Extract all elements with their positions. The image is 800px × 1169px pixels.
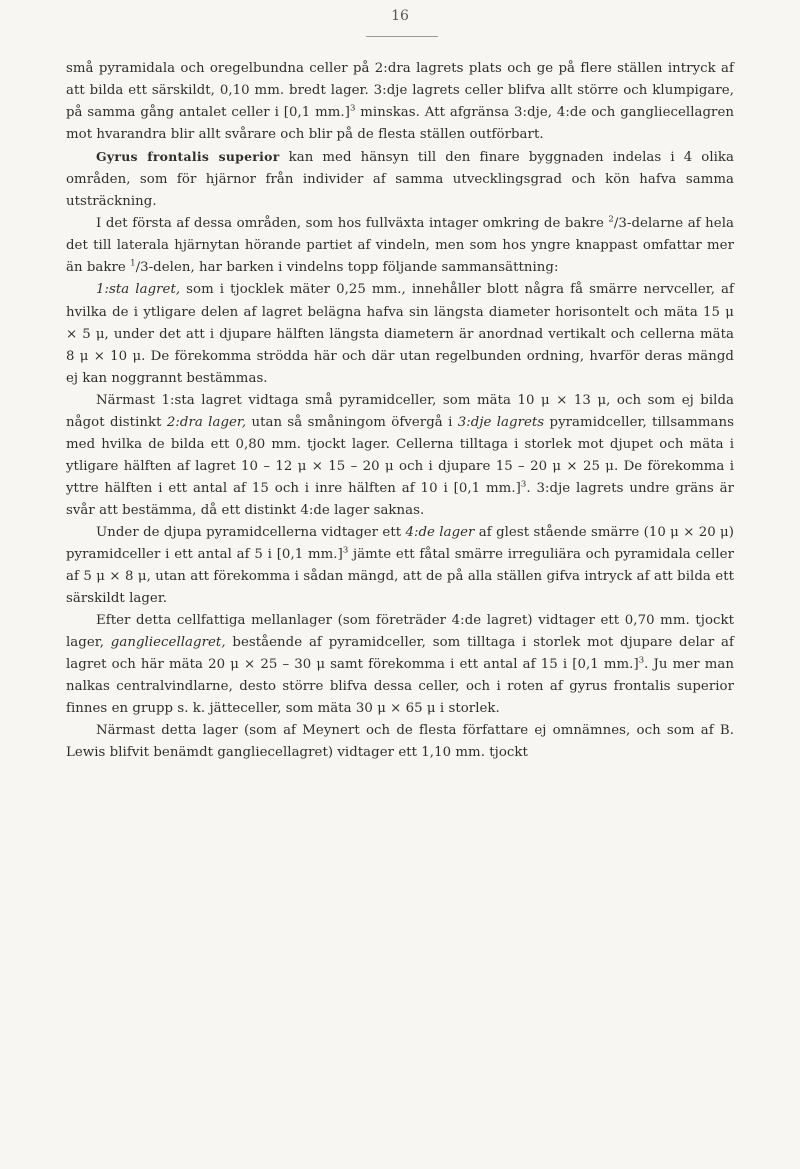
text-run: 1 (130, 259, 136, 269)
text-run: 3:dje lagrets (457, 414, 545, 430)
paragraph (66, 279, 734, 389)
paragraph (66, 58, 734, 146)
text-run: kan med hänsyn till den finare byggnaden indelas i 4 olika områden, som för hjärnor från individer af samma utvecklingsgrad och kön hafva samma utsträckning. (66, 150, 735, 210)
text-run: Närmast detta lager (som af Meynert och de flesta författare ej omnämnes, och som af B. Lewis blifvit benämdt gangliecellagret) vidtager ett 1,10 mm. tjockt (66, 723, 734, 761)
text-run: I det första af dessa områden, som hos fullväxta intager omkring de bakre (96, 216, 609, 232)
text-run: små pyramidala och oregelbundna celler på 2:dra lagrets plats och ge på flere ställen intryck af att bilda ett särskildt, 0,10 mm. bredt lager. 3:dje lagrets celler blifva allt större och klumpigare, på samma gång antalet celler i [0,1 mm.] (66, 61, 734, 121)
body-text (66, 58, 734, 765)
text-run: . 3:dje lagrets undre gräns är svår att bestämma, då ett distinkt 4:de lager saknas. (66, 480, 734, 518)
paragraph (66, 390, 734, 522)
text-run: Efter detta cellfattiga mellanlager (som företräder 4:de lagret) vidtager ett 0,70 mm. tjockt lager, (66, 613, 734, 651)
text-run: 3 (342, 545, 349, 556)
text-run: 3 (520, 479, 527, 490)
paragraph (66, 146, 734, 213)
text-run: utan så småningom öfvergå i (246, 414, 458, 430)
text-run: pyramidceller, tillsammans med hvilka de bilda ett 0,80 mm. tjockt lager. Cellerna tilltaga i storlek mot djupet och mäta i ytligare hälften af lagret 10 – 12 μ × 15 – 20 μ och i djupare 15 – 20 μ × 25 μ. De förekomma i yttre hälften i ett antal af 15 och i inre hälften af 10 i [0,1 mm.] (66, 414, 734, 496)
text-run: 3 (349, 103, 356, 114)
text-run: bestående af pyramidceller, som tilltaga i storlek mot djupare delar af lagret och här mäta 20 μ × 25 – 30 μ samt förekomma i ett antal af 15 i [0,1 mm.] (66, 635, 734, 673)
text-run: . Ju mer man nalkas centralvindlarne, desto större blifva dessa celler, och i roten af gyrus frontalis superior finnes en grupp s. k. jätteceller, som mäta 30 μ × 65 μ i storlek. (66, 657, 734, 717)
paragraph (66, 720, 734, 764)
text-run: af glest stående smärre (10 μ × 20 μ) pyramidceller i ett antal af 5 i [0,1 mm.] (66, 524, 734, 563)
text-run: Närmast 1:sta lagret vidtaga små pyramidceller, som mäta 10 μ × 13 μ, och som ej bilda något distinkt (66, 392, 734, 430)
text-run: jämte ett fåtal smärre irreguliära och pyramidala celler af 5 μ × 8 μ, utan att förekomma i sådan mängd, att de på alla ställen gifva intryck af att bilda ett särskildt lager. (66, 547, 734, 607)
text-run: Gyrus frontalis superior (96, 149, 280, 165)
header-rule (366, 36, 438, 37)
text-run: 3 (638, 655, 645, 666)
paragraph (66, 213, 734, 279)
paragraph (66, 610, 734, 720)
text-run: Under de djupa pyramidcellerna vidtager ett (96, 524, 406, 540)
text-run: 4:de lager (405, 524, 475, 540)
text-run: som i tjocklek mäter 0,25 mm., innehåller blott några få smärre nervceller, af hvilka de i ytligare delen af lagret belägna hafva sin längsta diameter horisontelt och mäta 15 μ × 5 μ, under det att i djupare hälften längsta diametern är anordnad vertikalt och cellerna mäta 8 μ × 10 μ. De förekomma strödda här och där utan regelbunden ordning, hvarför deras mängd ej kan noggrannt bestämmas. (66, 282, 734, 386)
text-run: gangliecellagret, (110, 635, 226, 651)
page-number: 16 (391, 8, 409, 24)
text-run: minskas. Att afgränsa 3:dje, 4:de och gangliecellagren mot hvarandra blir allt svårare och blir på de flesta ställen outförbart. (66, 105, 734, 143)
text-run: 2:dra lager, (166, 414, 247, 430)
text-run: /3-delarne af hela det till laterala hjärnytan hörande partiet af vindeln, men som hos yngre knappast omfattar mer än bakre (66, 216, 734, 276)
text-run: 1:sta lagret, (96, 282, 181, 298)
text-run: 2 (608, 214, 614, 225)
text-run: /3-delen, har barken i vindelns topp följande sammansättning: (135, 260, 559, 276)
paragraph (66, 522, 734, 610)
